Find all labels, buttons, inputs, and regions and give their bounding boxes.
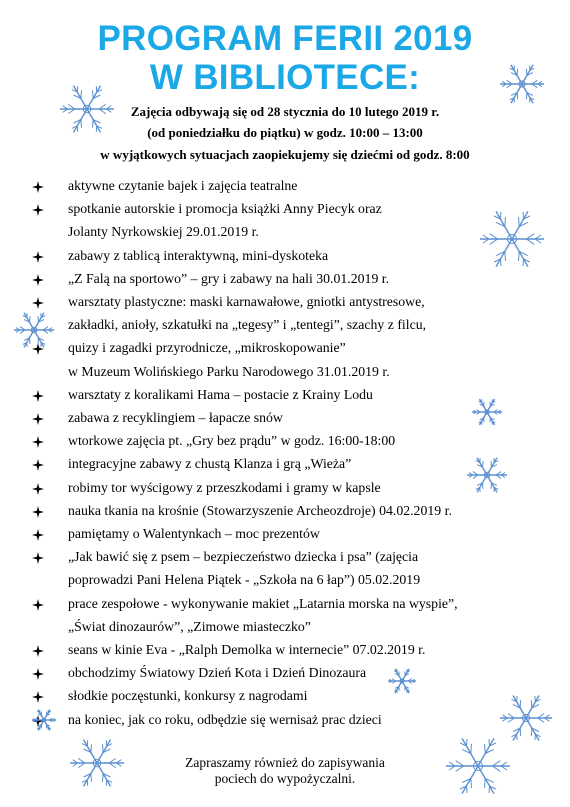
snowflake-icon — [68, 734, 126, 792]
snowflake-icon — [478, 205, 546, 273]
diamond-bullet-icon — [32, 412, 44, 424]
list-item-text: quizy i zagadki przyrodnicze, „mikroskopowanie” — [68, 340, 346, 356]
diamond-bullet-icon — [32, 644, 44, 656]
list-item-text: zabawy z tablicą interaktywną, mini-dyskoteka — [68, 247, 329, 263]
list-item-text: spotkanie autorskie i promocja książki Anny Piecyk oraz — [68, 201, 382, 217]
diamond-bullet-icon — [32, 505, 44, 517]
snowflake-icon — [470, 395, 504, 429]
list-item-text: prace zespołowe - wykonywanie makiet „Latarnia morska na wyspie”, — [68, 595, 458, 611]
diamond-bullet-icon — [32, 435, 44, 447]
list-item-text: w Muzeum Wolińskiego Parku Narodowego 31.01.2019 r. — [68, 363, 390, 379]
list-item-text: „Z Falą na sportowo” – gry i zabawy na hali 30.01.2019 r. — [68, 270, 390, 286]
snowflake-icon — [386, 665, 418, 697]
list-item-text: Jolanty Nyrkowskiej 29.01.2019 r. — [68, 224, 259, 240]
diamond-bullet-icon — [32, 180, 44, 192]
footer-line1: Zapraszamy również do zapisywania — [185, 755, 385, 770]
list-item-text: zakładki, anioły, szkatułki na „tegesy” i „tentegi”, szachy z filcu, — [68, 317, 427, 333]
schedule-info-line1: Zajęcia odbywają się od 28 stycznia do 10 lutego 2019 r. — [130, 104, 440, 119]
diamond-bullet-icon — [32, 296, 44, 308]
diamond-bullet-icon — [32, 203, 44, 215]
list-item-text: wtorkowe zajęcia pt. „Gry bez prądu” w godz. 16:00-18:00 — [68, 433, 396, 449]
list-item-text: warsztaty plastyczne: maski karnawałowe, gniotki antystresowe, — [68, 294, 425, 309]
snowflake-icon — [465, 453, 509, 497]
list-item-text: obchodzimy Światowy Dzień Kota i Dzień Dinozaura — [68, 665, 367, 681]
list-item-text: integracyjne zabawy z chustą Klanza i grą „Wieża” — [68, 456, 352, 472]
snowflake-icon — [12, 308, 56, 352]
snowflake-icon — [498, 60, 546, 108]
snowflake-icon — [444, 732, 512, 800]
list-item-text: zabawa z recyklingiem – łapacze snów — [68, 410, 283, 425]
diamond-bullet-icon — [32, 273, 44, 285]
diamond-bullet-icon — [32, 667, 44, 679]
list-item-text: „Jak bawić się z psem – bezpieczeństwo dziecka i psa” (zajęcia — [68, 549, 419, 565]
list-item-text: warsztaty z koralikami Hama – postacie z Krainy Lodu — [68, 386, 373, 402]
list-item-text: nauka tkania na krośnie (Stowarzyszenie Archeozdroje) 04.02.2019 r. — [68, 502, 452, 518]
list-item-text: „Świat dinozaurów”, „Zimowe miasteczko” — [68, 618, 311, 634]
schedule-info-line2: (od poniedziałku do piątku) w godz. 10:00 – 13:00 — [147, 125, 423, 140]
diamond-bullet-icon — [32, 250, 44, 262]
list-item-text: na koniec, jak co roku, odbędzie się wernisaż prac dzieci — [68, 711, 382, 727]
list-item-text: robimy tor wyścigowy z przeszkodami i gramy w kapsle — [68, 479, 381, 495]
diamond-bullet-icon — [32, 690, 44, 702]
snowflake-icon — [30, 706, 58, 734]
footer-line2: pociech do wypożyczalni. — [214, 771, 356, 786]
diamond-bullet-icon — [32, 551, 44, 563]
diamond-bullet-icon — [32, 598, 44, 610]
diamond-bullet-icon — [32, 528, 44, 540]
list-item-text: pamiętamy o Walentynkach – moc prezentów — [68, 526, 320, 541]
schedule-info-line3: w wyjątkowych sytuacjach zaopiekujemy się dziećmi od godz. 8:00 — [100, 147, 470, 162]
diamond-bullet-icon — [32, 482, 44, 494]
program-title-line2: W BIBLIOTECE: — [149, 58, 421, 97]
list-item-text: seans w kinie Eva - „Ralph Demolka w internecie” 07.02.2019 r. — [68, 642, 426, 657]
list-item-text: poprowadzi Pani Helena Piątek - „Szkoła na 6 łap”) 05.02.2019 — [68, 572, 421, 588]
diamond-bullet-icon — [32, 389, 44, 401]
diamond-bullet-icon — [32, 458, 44, 470]
program-title-line1: PROGRAM FERII 2019 — [97, 19, 473, 58]
snowflake-icon — [58, 80, 116, 138]
list-item-text: aktywne czytanie bajek i zajęcia teatralne — [68, 178, 298, 193]
list-item-text: słodkie poczęstunki, konkursy z nagrodami — [68, 688, 308, 704]
